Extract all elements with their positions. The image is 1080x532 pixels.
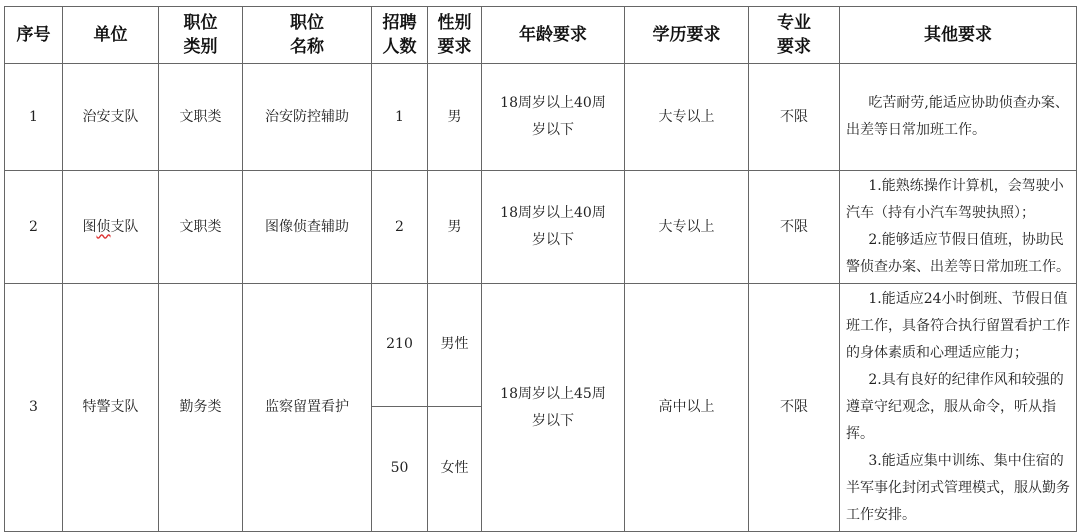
cell-major: 不限 (749, 64, 840, 171)
cell-major: 不限 (749, 171, 840, 284)
header-seq: 序号 (5, 7, 63, 64)
cell-education: 大专以上 (625, 171, 749, 284)
cell-age: 18周岁以上45周 岁以下 (482, 284, 625, 532)
recruitment-table (4, 6, 1077, 532)
cell-gender-male: 男性 (428, 284, 482, 407)
cell-name: 治安防控辅助 (243, 64, 372, 171)
cell-age: 18周岁以上40周 岁以下 (482, 64, 625, 171)
table-row (5, 171, 1077, 284)
cell-other (840, 64, 1077, 171)
other-line: 吃苦耐劳,能适应协助侦查办案、出差等日常加班工作。 (846, 95, 1069, 138)
header-gender: 性别 要求 (428, 7, 482, 64)
other-line: 1.能熟练操作计算机，会驾驶小汽车（持有小汽车驾驶执照）； (846, 178, 1064, 221)
header-other: 其他要求 (840, 7, 1077, 64)
cell-count-male: 210 (372, 284, 428, 407)
table-header-row (5, 7, 1077, 64)
cell-unit: 特警支队 (63, 284, 159, 532)
cell-other (840, 284, 1077, 532)
cell-other (840, 171, 1077, 284)
cell-gender-female: 女性 (428, 406, 482, 531)
cell-gender: 男 (428, 64, 482, 171)
cell-count: 2 (372, 171, 428, 284)
cell-category: 文职类 (159, 171, 243, 284)
cell-category: 文职类 (159, 64, 243, 171)
header-name: 职位 名称 (243, 7, 372, 64)
header-age: 年龄要求 (482, 7, 625, 64)
cell-gender: 男 (428, 171, 482, 284)
cell-seq: 2 (5, 171, 63, 284)
other-line: 3.能适应集中训练、集中住宿的半军事化封闭式管理模式，服从勤务工作安排。 (846, 453, 1070, 523)
cell-seq: 3 (5, 284, 63, 532)
cell-name: 图像侦查辅助 (243, 171, 372, 284)
cell-unit: 治安支队 (63, 64, 159, 171)
cell-age: 18周岁以上40周 岁以下 (482, 171, 625, 284)
cell-count: 1 (372, 64, 428, 171)
other-line: 1.能适应24小时倒班、节假日值班工作，具备符合执行留置看护工作的身体素质和心理适应能力； (846, 291, 1070, 361)
header-count: 招聘 人数 (372, 7, 428, 64)
header-education: 学历要求 (625, 7, 749, 64)
cell-name: 监察留置看护 (243, 284, 372, 532)
header-category: 职位 类别 (159, 7, 243, 64)
cell-education: 大专以上 (625, 64, 749, 171)
cell-unit: 图侦支队 (63, 171, 159, 284)
table-row (5, 284, 1077, 407)
header-major: 专业 要求 (749, 7, 840, 64)
cell-major: 不限 (749, 284, 840, 532)
table-row (5, 64, 1077, 171)
cell-seq: 1 (5, 64, 63, 171)
header-unit: 单位 (63, 7, 159, 64)
cell-education: 高中以上 (625, 284, 749, 532)
spellcheck-underline: 侦 (96, 218, 111, 235)
other-line: 2.具有良好的纪律作风和较强的遵章守纪观念，服从命令，听从指挥。 (846, 372, 1064, 442)
other-line: 2.能够适应节假日值班，协助民警侦查办案、出差等日常加班工作。 (846, 232, 1070, 275)
cell-category: 勤务类 (159, 284, 243, 532)
cell-count-female: 50 (372, 406, 428, 531)
